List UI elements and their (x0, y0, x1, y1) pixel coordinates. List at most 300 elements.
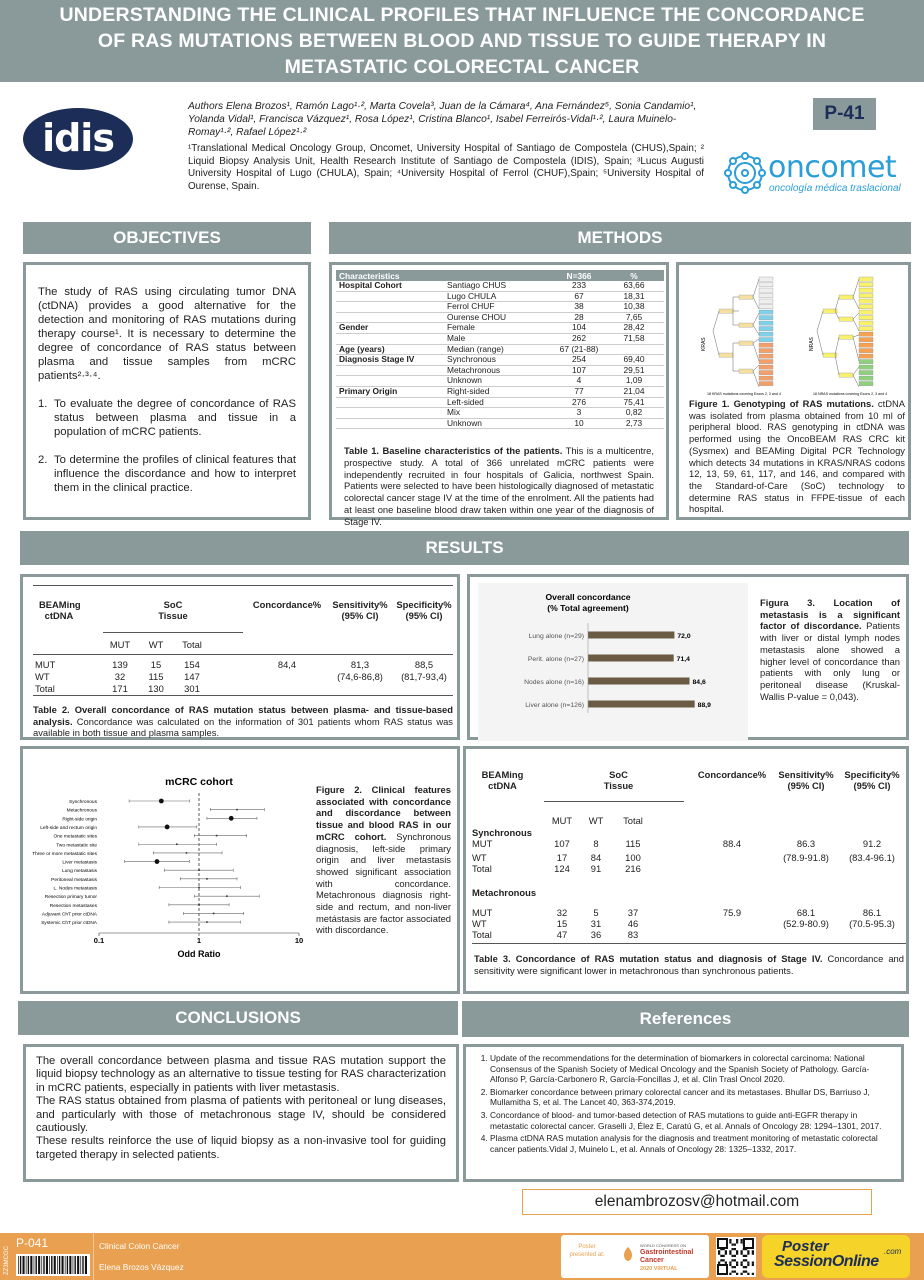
reference-item: 4. Plasma ctDNA RAS mutation analysis for the diagnosis and treatment monitoring of metastatic colorectal cancer patients.Vidal J, Muinelo L, et al. Annals of Oncology 28: 1325–1332, 2017. (490, 1133, 893, 1154)
table3-col-beaming: BEAMing ctDNA (481, 769, 524, 791)
table3-sub-wt: WT (588, 815, 604, 826)
table1-cell: Male (444, 333, 554, 344)
references-list (490, 1053, 893, 1154)
table2-row-label: MUT (35, 659, 56, 670)
objective-text: To evaluate the degree of concordance of RAS status between plasma and tissue in a population of mCRC patients. (54, 398, 296, 438)
table1-row (336, 418, 664, 429)
forest-point (198, 887, 200, 889)
conclusions-box (23, 1044, 459, 1182)
table1-row (336, 302, 664, 313)
reference-item: 1. Update of the recommendations for the determination of biomarkers in colorectal carcinoma: National Consensus of the Spanish Society of Medical Oncology and the Spanish Society of Pathology. García-Alfonso P, García-Carbonero R, García-Foncillas J, et al. Clin Trasl Oncol 2020. (490, 1053, 893, 1085)
barcode-bar (18, 1256, 19, 1274)
objective-text: To determine the profiles of clinical features that influence the discordance and how to interpret them in the clinical practice. (54, 454, 296, 494)
kras-codon-box (739, 295, 753, 299)
table2-cell-total: 147 (184, 671, 200, 682)
forest-point (213, 913, 215, 915)
qr-module (729, 1239, 731, 1241)
nras-mutation-box (859, 277, 873, 281)
table3-cell-mut: 47 (556, 929, 568, 940)
table1-row (336, 355, 664, 366)
table3-caption-title: Table 3. Concordance of RAS mutation status and diagnosis of Stage IV. (474, 953, 823, 964)
objectives-header: OBJECTIVES (23, 222, 311, 254)
table1-row (336, 323, 664, 334)
kras-mutation-box (759, 338, 773, 342)
table1-cell: Lugo CHULA (444, 291, 554, 302)
kras-mutation-box (759, 277, 773, 281)
qr-module (752, 1250, 754, 1252)
footer (0, 1233, 924, 1280)
qr-module (729, 1250, 731, 1252)
forest-row-label: Resection metastases (49, 903, 97, 909)
table3-concordance: 88.4 (722, 838, 742, 849)
table2-cell-mut: 171 (112, 683, 128, 694)
qr-module (734, 1271, 736, 1273)
table1-cell: 1,09 (604, 376, 664, 387)
qr-module (718, 1250, 720, 1252)
qr-module (747, 1253, 749, 1255)
table1-row (336, 386, 664, 397)
oncomet-icon (724, 152, 766, 194)
table1-caption-text: This is a multicentre, prospective study. A total of 366 unrelated mCRC patients were independently recruited in four hospitals of Galicia, northwest Spain. Patients were selected to have been histologically diagnosed of metastatic colorectal cancer stage IV at the time of the enrolment. All the patients had at least one baseline blood draw taken within one year of the diagnosis of Stage IV. (344, 445, 654, 527)
forest-point (165, 825, 170, 830)
email[interactable]: elenambrozosv@hotmail.com (522, 1189, 872, 1215)
barcode-bar (67, 1256, 68, 1274)
nras-mutation-box (859, 305, 873, 309)
qr-module (718, 1262, 720, 1264)
table2-cell-total: 154 (184, 659, 200, 670)
table3-row-label: WT (472, 852, 487, 863)
forest-point (198, 869, 200, 871)
poster-id: P-41 (813, 98, 876, 130)
table3-cell-mut: 124 (554, 863, 570, 874)
table2-sensitivity: 81,3 (350, 659, 370, 670)
bar-chart-subtitle: (% Total agreement) (547, 603, 629, 613)
qr-module (732, 1255, 734, 1257)
kras-mutation-box (759, 321, 773, 325)
barcode-bar (43, 1256, 44, 1274)
table1-row (336, 376, 664, 387)
table3-sensitivity: 86.3 (796, 838, 816, 849)
objectives-list (38, 397, 296, 495)
table3-sensitivity-ci: (78.9-91.8) (783, 852, 829, 863)
qr-module (747, 1273, 749, 1275)
figure1-caption (689, 398, 905, 515)
table1-cell: Right-sided (444, 386, 554, 397)
table3-col-soc: SoC Tissue (603, 769, 634, 791)
table3-caption (474, 953, 904, 976)
nras-mutation-box (859, 294, 873, 298)
objectives-text (38, 285, 296, 495)
kras-mutation-box (759, 310, 773, 314)
table1-cell: 0,82 (604, 408, 664, 419)
barcode-bar (46, 1256, 48, 1274)
barcode-bar (75, 1256, 76, 1274)
objective-item (38, 453, 296, 495)
barcode-bar (65, 1256, 66, 1274)
forest-row-label: L. Nodes metastasis (53, 886, 97, 892)
bar (588, 701, 695, 708)
table1-cell (336, 376, 444, 387)
postersessiononline-logo[interactable] (762, 1235, 910, 1278)
table1-row (336, 291, 664, 302)
nras-mutation-box (859, 360, 873, 364)
presented-at: Poster presented at: (569, 1244, 605, 1258)
bar-value-label: 72,0 (677, 633, 691, 640)
qr-module (732, 1266, 734, 1268)
table1-row (336, 397, 664, 408)
table3-cell-mut: 15 (556, 918, 568, 929)
table1-header: N=366 (554, 270, 604, 281)
table3-cell-wt: 31 (590, 918, 602, 929)
forest-row-label: Liver metastasis (62, 860, 97, 866)
brand-word3: .com (884, 1247, 902, 1256)
qr-module (729, 1262, 731, 1264)
figure1-caption-text: ctDNA was isolated from plasma obtained from 10 ml of peripheral blood. RAS genotyping in ctDNA was performed using the OncoBEAM RAS CRC kit (Sysmex) and BEAMing Digital PCR Technology which detects 34 mutations in KRAS/NRAS codons 12, 13, 59, 61, 117, and 146, and compared with the Standard-of-Care (SoC) technology to determine RAS status in FFPE-tissue of each hospital. (689, 398, 905, 515)
title-bar (0, 0, 924, 82)
barcode-bar (30, 1256, 32, 1274)
qr-module (734, 1259, 736, 1261)
forest-point (206, 921, 208, 923)
table1-box (329, 262, 669, 527)
results-header: RESULTS (20, 531, 909, 565)
nras-mutation-box (859, 354, 873, 358)
bar (588, 655, 674, 662)
authors: Authors Elena Brozos¹, Ramón Lago¹·², Marta Covela³, Juan de la Cámara⁴, Ana Fernández⁵, Sonia Candamio¹, Yolanda Vidal¹, Francisca Vázquez¹, Rosa López¹, Cristina Blanco¹, Isabel Ferreirós-Vidal¹·², Laura Muinelo-Romay¹·², Rafael López¹·² (188, 101, 697, 138)
forest-xlabel: Odd Ratio (177, 949, 221, 959)
congress-line2: Gastrointestinal (640, 1249, 694, 1256)
qr-module (741, 1250, 743, 1252)
table3-cell-wt: 8 (593, 838, 599, 849)
qr-module (741, 1253, 743, 1255)
reference-item: 3. Concordance of blood- and tumor-based detection of RAS mutations to guide anti-EGFR therapy in metastatic colorectal cancer. Graselli J, Élez E, Caratú G, et al. Annals of Oncology 28: 1294–1301, 2017. (490, 1110, 893, 1131)
qr-module (743, 1255, 745, 1257)
qr-module (741, 1239, 743, 1241)
table1-cell: Age (years) (336, 344, 444, 355)
footer-category: Clinical Colon Cancer (99, 1241, 180, 1251)
table2-row-label: Total (35, 683, 55, 694)
qr-module (732, 1259, 734, 1261)
qr-module (729, 1253, 731, 1255)
barcode-bar (28, 1256, 29, 1274)
barcode-bar (54, 1256, 56, 1274)
table1-header: % (604, 270, 664, 281)
qr-finder (718, 1265, 727, 1274)
qr-module (741, 1264, 743, 1266)
barcode-bar (69, 1256, 71, 1274)
bar-category-label: Perit. alone (n=27) (527, 656, 584, 663)
table2-col-soc: SoC Tissue (158, 599, 188, 621)
table1-cell: 3 (554, 408, 604, 419)
barcode-bar (38, 1256, 40, 1274)
figure3-caption (760, 597, 900, 702)
table1-cell: Metachronous (444, 365, 554, 376)
nras-mutation-box (859, 349, 873, 353)
nras-codon-box (839, 373, 853, 377)
table1-cell: 67 (554, 291, 604, 302)
table1-row (336, 333, 664, 344)
table1-cell (336, 302, 444, 313)
forest-tick-label: 0.1 (93, 936, 105, 945)
table1-row (336, 408, 664, 419)
barcode-bar (62, 1256, 64, 1274)
table1-cell: 63,66 (604, 281, 664, 291)
barcode-bar (49, 1256, 50, 1274)
title-line-2: OF RAS MUTATIONS BETWEEN BLOOD AND TISSUE TO GUIDE THERAPY IN (97, 30, 827, 52)
table1-row (336, 281, 664, 291)
qr-code[interactable] (716, 1237, 756, 1277)
table3-caption-text: Concordance and sensitivity were significant lower in metachronous than synchronous patients. (474, 953, 904, 976)
nras-mutation-box (859, 310, 873, 314)
kras-mutation-box (759, 371, 773, 375)
table1-cell: 254 (554, 355, 604, 366)
table3-cell-total: 83 (627, 929, 639, 940)
table2-col-sensitivity: Sensitivity% (95% CI) (332, 599, 388, 621)
bar (588, 632, 674, 639)
qr-module (747, 1250, 749, 1252)
conclusion-paragraph: The overall concordance between plasma and tissue RAS mutation support the liquid biopsy technology as an alternative to tissue testing for RAS characterization in mCRC patients, especially in patients with liver metastasis. (36, 1055, 446, 1094)
table3-cell-wt: 36 (590, 929, 602, 940)
barcode-bar (51, 1256, 52, 1274)
table1-cell (336, 365, 444, 376)
objective-number: 1. (38, 398, 48, 410)
nras-mutation-box (859, 321, 873, 325)
table2-cell-wt: 15 (150, 659, 162, 670)
table3-cell-wt: 5 (593, 907, 599, 918)
forest-point (206, 878, 208, 880)
nras-mutation-box (859, 376, 873, 380)
table3-box (463, 746, 909, 994)
table2-cell-wt: 115 (148, 671, 164, 682)
table1-cell: 18,31 (604, 291, 664, 302)
forest-tick-label: 10 (294, 936, 304, 945)
qr-module (736, 1262, 738, 1264)
table3-cell-mut: 107 (554, 838, 570, 849)
bar-value-label: 71,4 (676, 656, 690, 663)
table1-cell: Median (range) (444, 344, 554, 355)
table2-rule2 (33, 654, 453, 655)
footer-side-code-wrap (2, 1235, 12, 1278)
table1-cell: 10 (554, 418, 604, 429)
table1-cell: 107 (554, 365, 604, 376)
forest-row-label: Metachronous (66, 808, 97, 814)
table3-subrule (544, 801, 684, 802)
qr-module (729, 1273, 731, 1275)
table1-cell: Diagnosis Stage IV (336, 355, 444, 366)
table1-cell (336, 418, 444, 429)
table2-sub-mut: MUT (109, 639, 131, 650)
table3-specificity-ci: (70.5-95.3) (849, 918, 895, 929)
table1-cell: Primary Origin (336, 386, 444, 397)
forest-point (236, 809, 238, 811)
table3-concordance: 75.9 (722, 907, 742, 918)
table2-rule3 (33, 695, 453, 696)
qr-module (729, 1241, 731, 1243)
table3-cell-mut: 17 (556, 852, 568, 863)
footer-poster-code: P-041 (16, 1236, 49, 1250)
table1-cell: Hospital Cohort (336, 281, 444, 291)
nras-mutation-box (859, 382, 873, 386)
table3-sub-mut: MUT (551, 815, 573, 826)
figure1-caption-title: Figure 1. Genotyping of RAS mutations. (689, 398, 874, 409)
table1-cell: Left-sided (444, 397, 554, 408)
table2-caption-text: Concordance was calculated on the information of 301 patients whom RAS status was available in both tissue and plasma samples. (33, 715, 453, 739)
nras-mutation-box (859, 288, 873, 292)
table1-cell: 233 (554, 281, 604, 291)
table1-cell: 77 (554, 386, 604, 397)
table1-cell: Unknown (444, 376, 554, 387)
kras-label: KRAS (701, 337, 707, 351)
table3-row-label: MUT (472, 907, 493, 918)
nras-mutation-box (859, 371, 873, 375)
forest-row-label: Systemic ChT prior ctDNA (41, 921, 97, 927)
barcode-bar (34, 1256, 35, 1274)
qr-module (725, 1262, 727, 1264)
kras-footer: 18 KRAS mutations covering Exons 2, 3 and 4 (707, 392, 781, 396)
objectives-intro: The study of RAS using circulating tumor DNA (ctDNA) provides a good alternative for the detection and monitoring of RAS mutations during therapy course¹. It is necessary to determine the degree of concordance of RAS status between plasma and tissue samples from mCRC patients²·³·⁴. (38, 286, 296, 382)
qr-module (723, 1255, 725, 1257)
table3-row-label: Total (472, 929, 492, 940)
congress-logo (561, 1235, 709, 1278)
qr-module (734, 1266, 736, 1268)
nras-codon-box (839, 295, 853, 299)
concordance-bar-chart (478, 583, 748, 741)
objectives-box (23, 262, 311, 520)
methods-header: METHODS (329, 222, 911, 254)
kras-mutation-box (759, 349, 773, 353)
table1-cell: Gender (336, 323, 444, 334)
qr-code-icon (716, 1237, 756, 1277)
congress-icon (621, 1245, 635, 1265)
qr-module (747, 1264, 749, 1266)
figure2-caption (316, 784, 451, 936)
oncomet-logo (724, 150, 914, 200)
nras-label: NRAS (809, 337, 815, 351)
references-header: References (462, 1001, 909, 1037)
table1-cell (336, 397, 444, 408)
footer-barcode (16, 1254, 90, 1276)
kras-mutation-box (759, 316, 773, 320)
kras-mutation-box (759, 354, 773, 358)
table1-cell: 276 (554, 397, 604, 408)
qr-module (718, 1253, 720, 1255)
forest-row-label: Resection primary tumor (44, 895, 97, 901)
table3-specificity: 86.1 (862, 907, 882, 918)
barcode-bar (57, 1256, 58, 1274)
nras-codon-box (839, 335, 853, 339)
barcode-bar (80, 1256, 81, 1274)
table2-concordance: 84,4 (277, 659, 297, 670)
table1-cell: 28 (554, 312, 604, 323)
qr-module (720, 1259, 722, 1261)
table1-header: Characteristics (336, 270, 444, 281)
barcode-bar (20, 1256, 21, 1274)
table3-sensitivity-ci: (52.9-80.9) (783, 918, 829, 929)
nras-mutation-box (859, 332, 873, 336)
table3-col-specificity: Specificity% (95% CI) (844, 769, 900, 791)
barcode-icon (16, 1254, 90, 1276)
kras-mutation-box (759, 299, 773, 303)
table3-specificity-ci: (83.4-96.1) (849, 852, 895, 863)
table3-cell-wt: 84 (590, 852, 602, 863)
table3-sensitivity: 68.1 (796, 907, 816, 918)
table2-rule (33, 585, 453, 586)
footer-info (93, 1233, 558, 1280)
forest-point (186, 852, 188, 854)
table1-cell: 262 (554, 333, 604, 344)
forest-plot (27, 769, 317, 989)
qr-module (736, 1241, 738, 1243)
table1-caption-title: Table 1. Baseline characteristics of the patients. (344, 445, 563, 457)
table1-cell: Unknown (444, 418, 554, 429)
brand-word1: Poster (782, 1238, 829, 1255)
kras-codon-box (739, 369, 753, 373)
table3-cell-total: 216 (625, 863, 641, 874)
qr-module (752, 1253, 754, 1255)
title-line-1: UNDERSTANDING THE CLINICAL PROFILES THAT INFLUENCE THE CONCORDANCE (59, 4, 865, 26)
forest-point (159, 799, 164, 804)
nras-codon-box (839, 317, 853, 321)
qr-module (736, 1253, 738, 1255)
table3-group-label: Metachronous (472, 887, 537, 898)
table1-cell: Ourense CHOU (444, 312, 554, 323)
forest-row-label: Two metastatic site (56, 843, 97, 849)
table1-cell: Ferrol CHUF (444, 302, 554, 313)
kras-mutation-box (759, 376, 773, 380)
qr-finder (744, 1239, 753, 1248)
table3-cell-total: 46 (627, 918, 639, 929)
kras-mutation-box (759, 288, 773, 292)
table1-cell: 67 (21-88) (554, 344, 604, 355)
qr-module (743, 1271, 745, 1273)
brand-word2: SessionOnline (774, 1253, 879, 1270)
table1-cell (604, 344, 664, 355)
kras-codon-box (739, 341, 753, 345)
table2-specificity-ci: (81,7-93,4) (401, 671, 447, 682)
qr-module (745, 1266, 747, 1268)
table1-cell (336, 291, 444, 302)
congress-line4: 2020 VIRTUAL (640, 1266, 678, 1272)
forest-tick-label: 1 (196, 936, 202, 945)
forest-point (176, 843, 178, 845)
table1-cell: 2,73 (604, 418, 664, 429)
kras-mutation-box (759, 360, 773, 364)
kras-codon-box (719, 309, 733, 313)
table1-cell (336, 408, 444, 419)
table1-cell: 10,38 (604, 302, 664, 313)
table1-row (336, 344, 664, 355)
forest-row-label: Peritoneal metastasis (51, 877, 97, 883)
qr-module (752, 1262, 754, 1264)
kras-mutation-box (759, 343, 773, 347)
table2-sub-wt: WT (148, 639, 164, 650)
qr-module (752, 1273, 754, 1275)
figure3-caption-text: Patients with liver or distal lymph nodes metastasis alone showed a higher level of concordance than patients with only lung or peritoneal disease (Kruskal-Wallis P-value = 0,043). (760, 620, 900, 702)
bar-chart-title: Overall concordance (545, 592, 631, 602)
table3-sub-total: Total (623, 815, 643, 826)
table3-rule (472, 943, 906, 944)
forest-point (226, 895, 228, 897)
figure3-box (467, 574, 909, 740)
bar-category-label: Lung alone (n=29) (528, 633, 584, 640)
table2-caption (33, 704, 453, 739)
table1-cell: 71,58 (604, 333, 664, 344)
kras-mutation-box (759, 283, 773, 287)
bar-value-label: 88,9 (697, 702, 711, 709)
conclusion-paragraph: These results reinforce the use of liquid biopsy as a non-invasive tool for guiding targeted therapy in selected patients. (36, 1135, 446, 1161)
table2-col-specificity: Specificity% (95% CI) (396, 599, 452, 621)
barcode-bar (73, 1256, 74, 1274)
forest-row-label: Three or more metastatic sites (32, 851, 97, 857)
